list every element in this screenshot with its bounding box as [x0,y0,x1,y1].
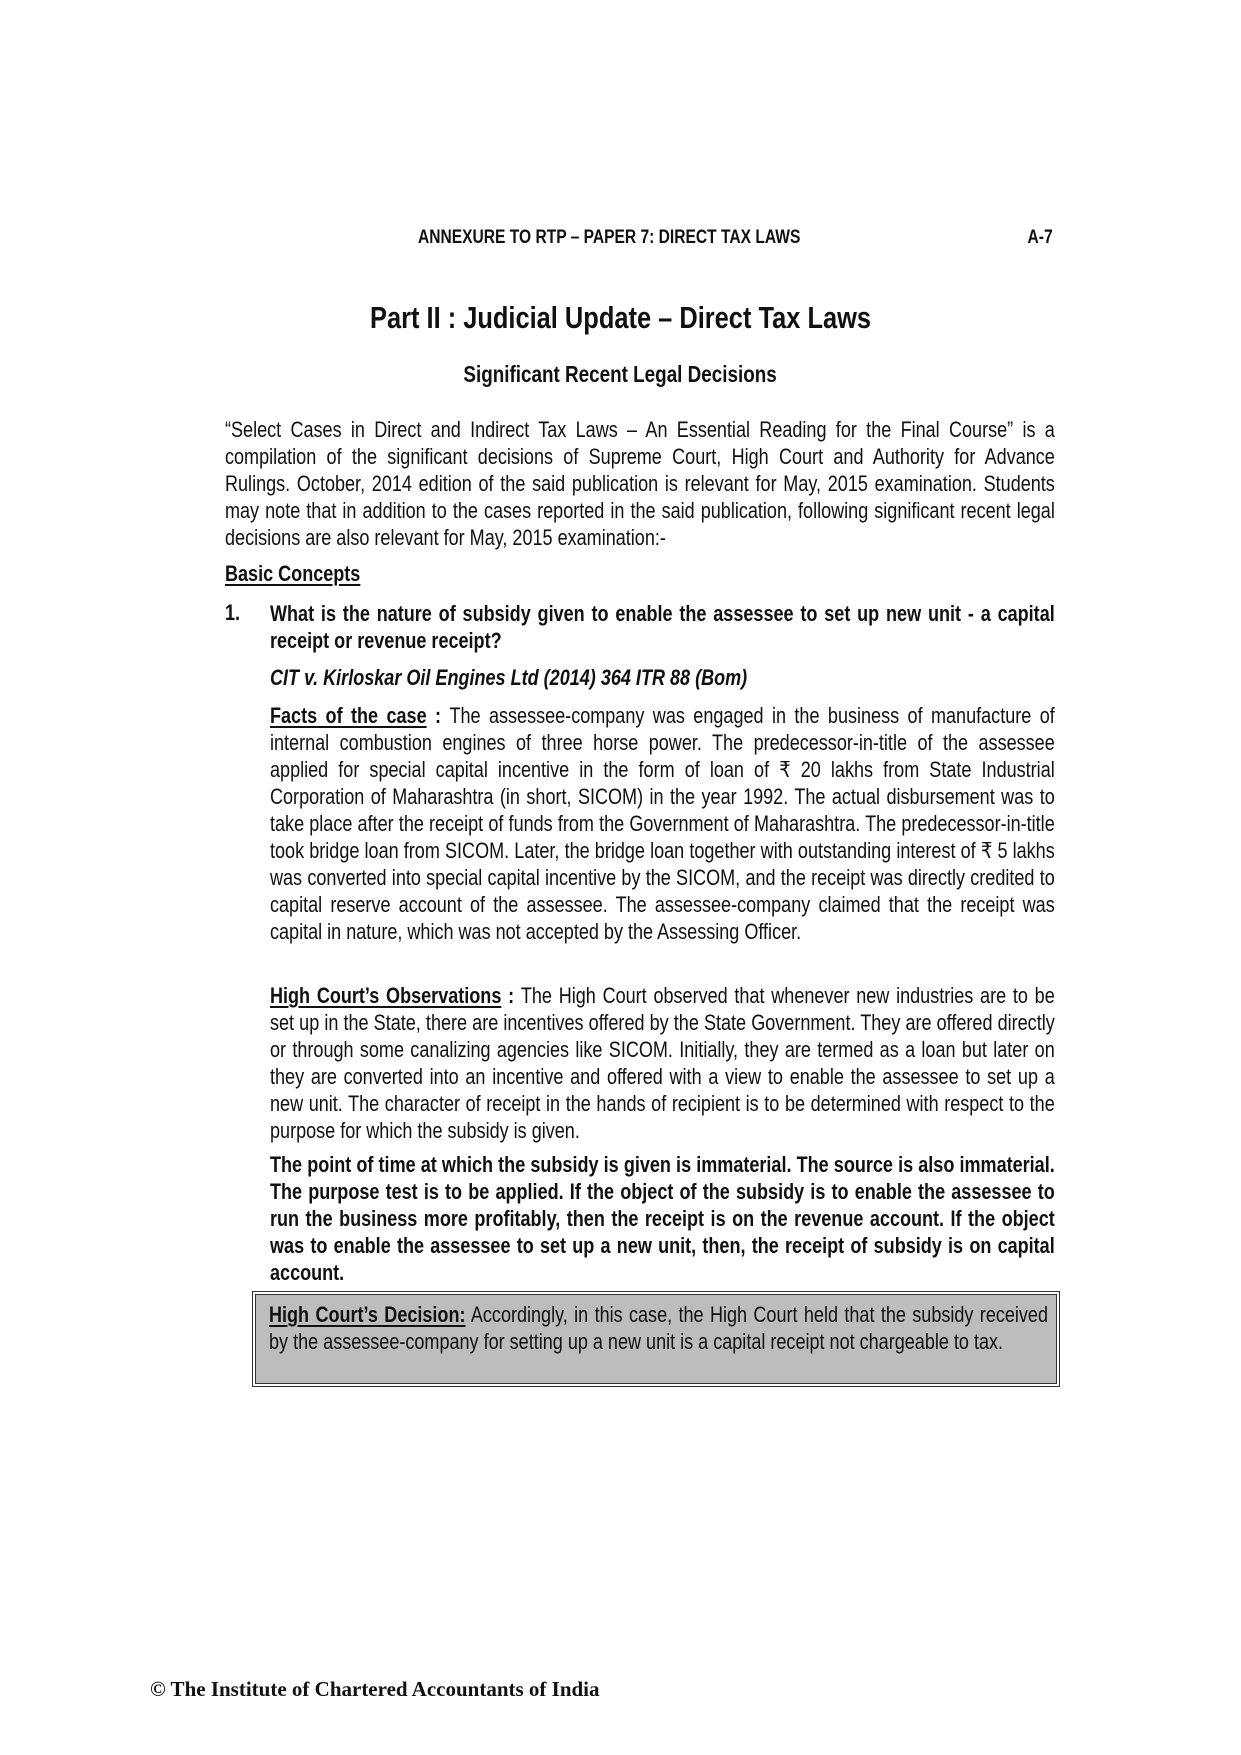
decision-box [255,1294,1057,1384]
facts-paragraph [270,702,1055,945]
page-subtitle [0,361,1241,388]
facts-label: Facts of the case [270,703,427,728]
case-citation: CIT v. Kirloskar Oil Engines Ltd (2014) 364 ITR 88 (Bom) [270,665,748,690]
observations-label: High Court’s Observations [270,983,502,1008]
page-title-text: Part II : Judicial Update – Direct Tax Laws [369,300,872,335]
question-number: 1. [225,600,241,625]
question-text: What is the nature of subsidy given to enable the assessee to set up new unit - a capital receipt or revenue receipt? [270,601,1055,653]
decision-paragraph [269,1301,1048,1355]
footer-copyright: © The Institute of Chartered Accountants of India [150,1677,600,1701]
page-number: A-7 [1027,227,1053,248]
section-heading: Basic Concepts [225,561,361,586]
observations-text: The High Court observed that whenever new industries are to be set up in the State, there are incentives offered by the State Government. They are offered directly or through some canalizing agencies like SICOM. Initially, they are termed as a loan but later on they are converted into an incentive and offered with a view to enable the assessee to set up a new unit. The character of receipt in the hands of recipient is to be determined with respect to the purpose for which the subsidy is given. [270,983,1055,1143]
decision-text: Accordingly, in this case, the High Court held that the subsidy received by the assessee-company for setting up a new unit is a capital receipt not chargeable to tax. [269,1302,1048,1354]
observations-paragraph [270,982,1055,1144]
intro-paragraph: “Select Cases in Direct and Indirect Tax Laws – An Essential Reading for the Final Course” is a compilation of the significant decisions of Supreme Court, High Court and Authority for Advance Rulings. October, 2014 edition of the said publication is relevant for May, 2015 examination. Students may note that in addition to the cases reported in the said publication, following significant recent legal decisions are also relevant for May, 2015 examination:- [225,417,1055,550]
purpose-test-paragraph: The point of time at which the subsidy is given is immaterial. The source is also immaterial. The purpose test is to be applied. If the object of the subsidy is to enable the assessee to run the business more profitably, then the receipt is on the revenue account. If the object was to enable the assessee to set up a new unit, then, the receipt of subsidy is on capital account. [270,1152,1055,1285]
page-subtitle-text: Significant Recent Legal Decisions [463,361,778,387]
decision-label: High Court’s Decision: [269,1302,466,1327]
facts-separator: : [426,703,450,728]
running-header [418,227,1053,251]
running-header-title: ANNEXURE TO RTP – PAPER 7: DIRECT TAX LAWS [418,227,801,248]
page-title [0,300,1241,336]
observations-separator: : [501,983,521,1008]
facts-text: The assessee-company was engaged in the business of manufacture of internal combustion engines of three horse power. The predecessor-in-title of the assessee applied for special capital incentive in the form of loan of ₹ 20 lakhs from State Industrial Corporation of Maharashtra (in short, SICOM) in the year 1992. The actual disbursement was to take place after the receipt of funds from the Government of Maharashtra. The predecessor-in-title took bridge loan from SICOM. Later, the bridge loan together with outstanding interest of ₹ 5 lakhs was converted into special capital incentive by the SICOM, and the receipt was directly credited to capital reserve account of the assessee. The assessee-company claimed that the receipt was capital in nature, which was not accepted by the Assessing Officer. [270,703,1055,944]
